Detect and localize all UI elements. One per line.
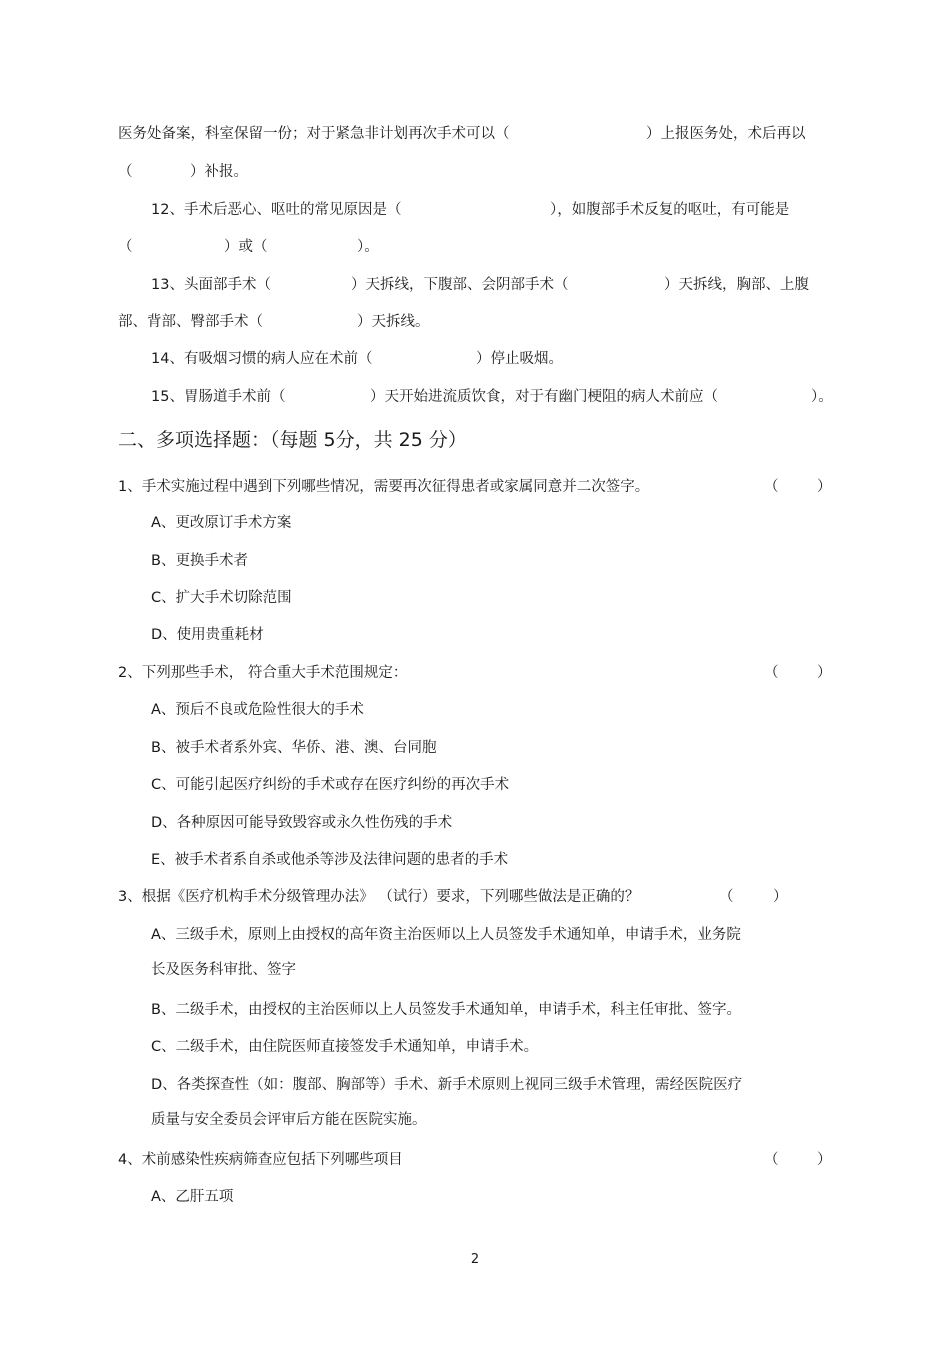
q12-text-b2: ）或（ [224, 239, 268, 255]
q13-text-b2: ）天拆线。 [357, 314, 430, 330]
mc-q3-option-b: B、二级手术，由授权的主治医师以上人员签发手术通知单，申请手术，科主任审批、签字。 [151, 1002, 741, 1018]
mc-q4-stem: 4、术前感染性疾病筛查应包括下列哪些项目 [118, 1152, 403, 1168]
mc-q1-bracket-open: （ [764, 479, 779, 495]
q12-text-b1: （ [118, 239, 133, 255]
mc-q1-option-a: A、更改原订手术方案 [151, 515, 292, 531]
q15-text-a2: ）天开始进流质饮食，对于有幽门梗阻的病人术前应（ [370, 389, 718, 405]
q11-text-b2: ）补报。 [190, 164, 248, 180]
mc-q2-option-a: A、预后不良或危险性很大的手术 [151, 702, 364, 718]
q14-text-a1: 14、有吸烟习惯的病人应在术前（ [151, 351, 373, 367]
mc-q3-option-c: C、二级手术，由住院医师直接签发手术通知单，申请手术。 [151, 1039, 539, 1055]
section-heading-multiple-choice: 二、多项选择题：（每题 5分，共 25 分） [118, 429, 467, 451]
q13-text-a1: 13、头面部手术（ [151, 277, 271, 293]
mc-q2-stem: 2、下列那些手术， 符合重大手术范围规定： [118, 665, 408, 681]
mc-q2-bracket-close: ） [817, 665, 832, 681]
mc-q2-option-c: C、可能引起医疗纠纷的手术或存在医疗纠纷的再次手术 [151, 777, 510, 793]
q13-text-a3: ）天拆线，胸部、上腹 [664, 277, 809, 293]
mc-q4-option-a: A、乙肝五项 [151, 1189, 234, 1205]
mc-q3-bracket-open: （ [719, 889, 734, 905]
q12-text-a2: ），如腹部手术反复的呕吐，有可能是 [550, 202, 790, 218]
q15-text-a1: 15、胃肠道手术前（ [151, 389, 286, 405]
q11-text-b1: （ [118, 164, 133, 180]
q15-text-a3: ）。 [811, 389, 833, 405]
mc-q3-option-d-line2: 质量与安全委员会评审后方能在医院实施。 [151, 1112, 427, 1128]
mc-q4-bracket-close: ） [817, 1152, 832, 1168]
mc-q3-stem: 3、根据《医疗机构手术分级管理办法》 （试行）要求，下列哪些做法是正确的？ [118, 889, 640, 905]
mc-q1-stem: 1、手术实施过程中遇到下列哪些情况，需要再次征得患者或家属同意并二次签字。 [118, 479, 650, 495]
mc-q3-option-a-line2: 长及医务科审批、签字 [151, 962, 296, 978]
q12-text-b3: ）。 [357, 239, 379, 255]
page-number: 2 [470, 1252, 480, 1267]
mc-q2-bracket-open: （ [764, 665, 779, 681]
q11-text-a2: ）上报医务处，术后再以 [646, 126, 806, 142]
mc-q3-bracket-close: ） [773, 889, 788, 905]
mc-q2-option-e: E、被手术者系自杀或他杀等涉及法律问题的患者的手术 [151, 852, 509, 868]
mc-q4-bracket-open: （ [764, 1152, 779, 1168]
mc-q1-option-c: C、扩大手术切除范围 [151, 590, 292, 606]
mc-q2-option-b: B、被手术者系外宾、华侨、港、澳、台同胞 [151, 740, 437, 756]
mc-q2-option-d: D、各种原因可能导致毁容或永久性伤残的手术 [151, 815, 453, 831]
mc-q1-option-b: B、更换手术者 [151, 553, 248, 569]
q12-text-a1: 12、手术后恶心、呕吐的常见原因是（ [151, 202, 402, 218]
mc-q3-option-d-line1: D、各类探查性（如：腹部、胸部等）手术、新手术原则上视同三级手术管理，需经医院医疗 [151, 1077, 743, 1093]
q11-text-a1: 医务处备案，科室保留一份；对于紧急非计划再次手术可以（ [118, 126, 510, 142]
q13-text-b1: 部、背部、臀部手术（ [118, 314, 263, 330]
mc-q3-option-a-line1: A、三级手术，原则上由授权的高年资主治医师以上人员签发手术通知单，申请手术，业务院 [151, 927, 741, 943]
mc-q1-bracket-close: ） [817, 479, 832, 495]
mc-q1-option-d: D、使用贵重耗材 [151, 627, 264, 643]
q14-text-a2: ）停止吸烟。 [476, 351, 563, 367]
q13-text-a2: ）天拆线，下腹部、会阴部手术（ [351, 277, 569, 293]
